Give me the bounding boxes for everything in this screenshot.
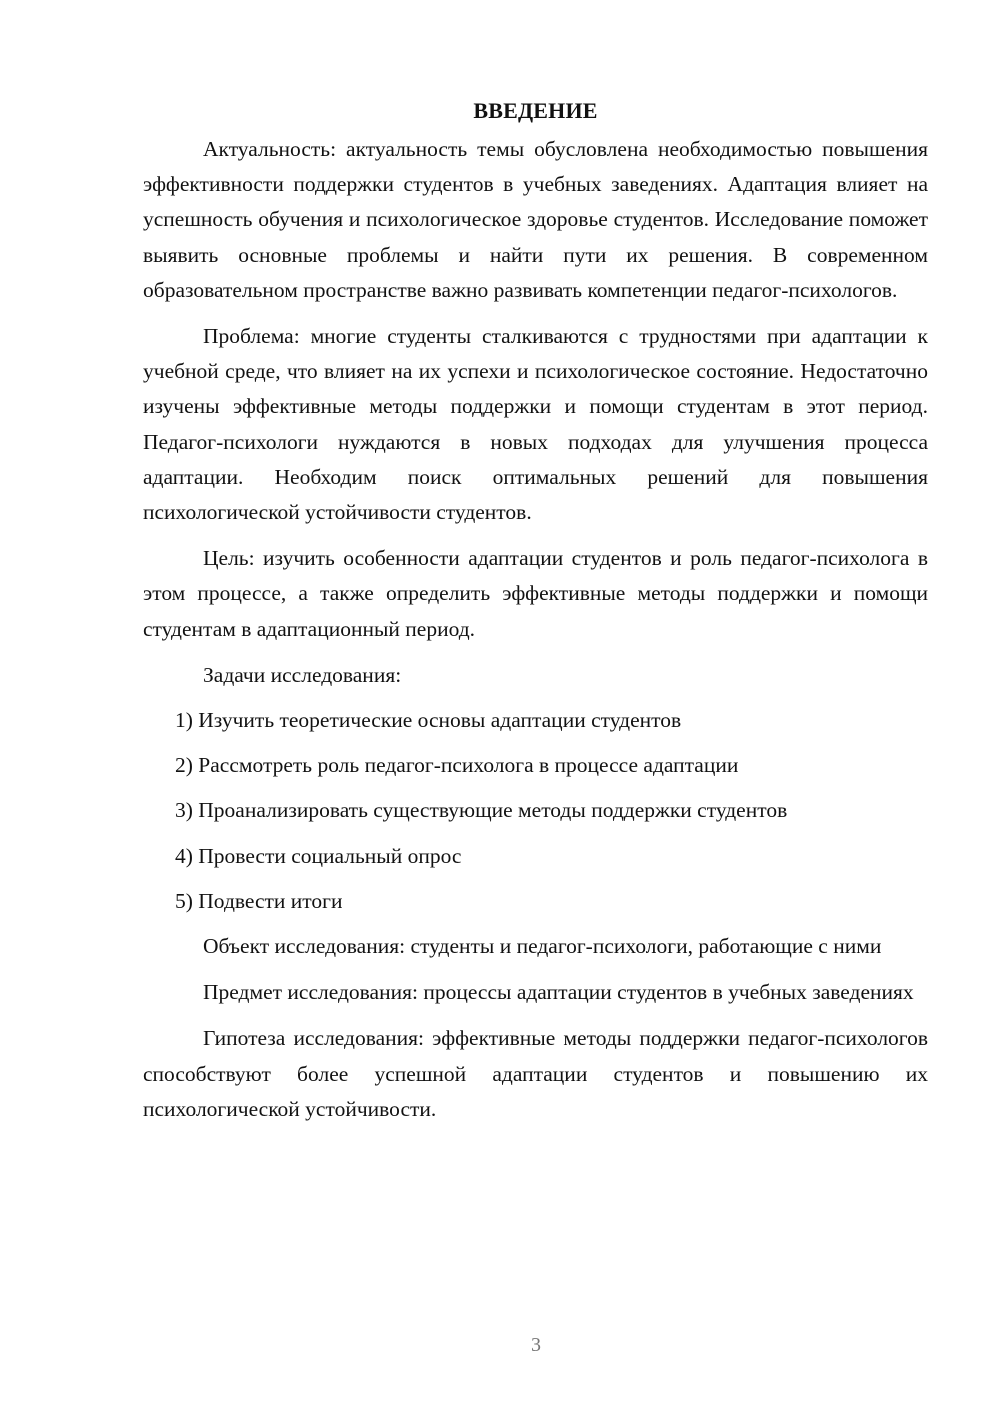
object-paragraph: Объект исследования: студенты и педагог-психологи, работающие с ними [203, 934, 882, 959]
problem-paragraph: Проблема: многие студенты сталкиваются с трудностями при адаптации к учебной среде, что влияет на их успехи и психологическое состояние. Недостаточно изучены эффективные методы поддержки и помощи студентам в этот период. Педагог-психологи нуждаются в новых подходах для улучшения процесса адаптации. Необходим поиск оптимальных решений для повышения психологической устойчивости студентов. [143, 324, 928, 525]
subject-paragraph: Предмет исследования: процессы адаптации студентов в учебных заведениях [203, 980, 914, 1005]
task-item-2: 2) Рассмотреть роль педагог-психолога в процессе адаптации [175, 753, 739, 778]
page-title: ВВЕДЕНИЕ [473, 98, 598, 123]
hypothesis-paragraph: Гипотеза исследования: эффективные методы поддержки педагог-психологов способствуют более успешной адаптации студентов и повышению их психологической устойчивости. [143, 1026, 928, 1121]
task-list [143, 703, 928, 919]
task-item-4: 4) Провести социальный опрос [175, 843, 462, 868]
tasks-title: Задачи исследования: [203, 662, 402, 687]
page-number: 3 [531, 1334, 541, 1356]
task-item-3: 3) Проанализировать существующие методы поддержки студентов [175, 798, 788, 823]
task-item-1: 1) Изучить теоретические основы адаптации студентов [175, 708, 682, 733]
document-body [143, 96, 928, 1138]
goal-paragraph: Цель: изучить особенности адаптации студентов и роль педагог-психолога в этом процессе, а также определить эффективные методы поддержки и помощи студентам в адаптационный период. [143, 546, 928, 641]
task-item-5: 5) Подвести итоги [175, 888, 343, 913]
relevance-paragraph: Актуальность: актуальность темы обусловлена необходимостью повышения эффективности поддержки студентов в учебных заведениях. Адаптация влияет на успешность обучения и психологическое здоровье студентов. Исследование поможет выявить основные проблемы и найти пути их решения. В современном образовательном пространстве важно развивать компетенции педагог-психологов. [143, 137, 928, 302]
